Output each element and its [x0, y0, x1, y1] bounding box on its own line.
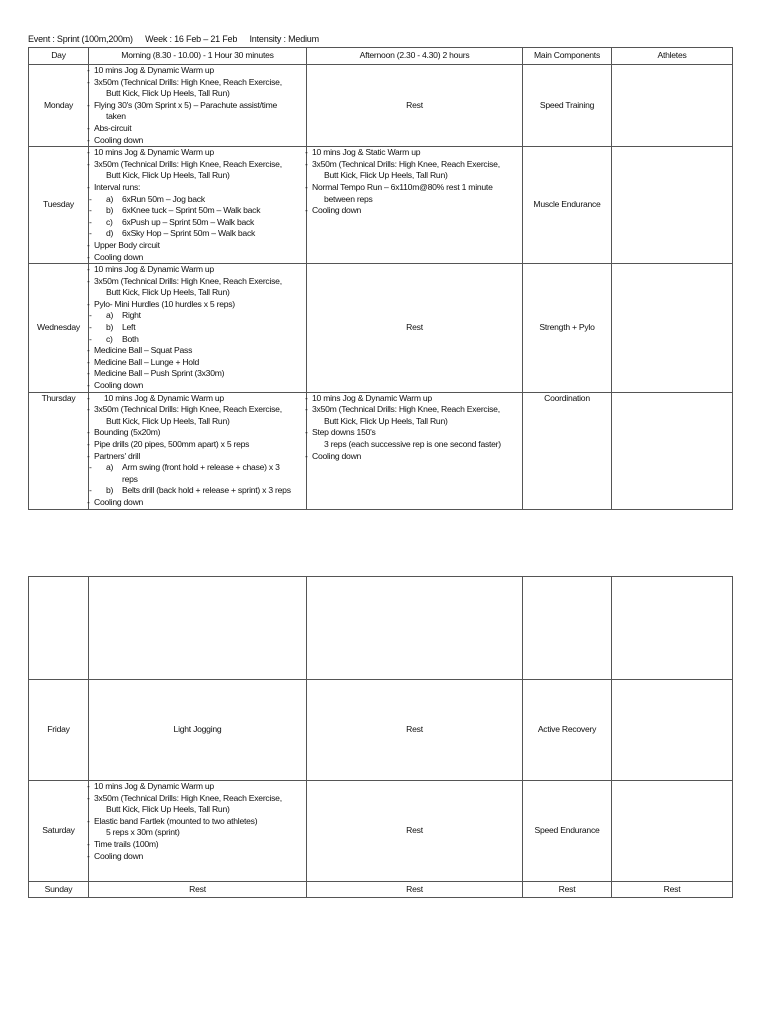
- afternoon-cell: Rest: [307, 680, 523, 781]
- table-row-thursday: [29, 392, 733, 509]
- afternoon-cell: Rest: [307, 264, 523, 393]
- day-cell: Monday: [29, 65, 89, 147]
- afternoon-cell: [307, 392, 523, 509]
- athletes-cell: [612, 781, 733, 882]
- list-item: - 10 mins Jog & Dynamic Warm up: [92, 147, 303, 159]
- day-cell: Tuesday: [29, 147, 89, 264]
- list-item: - 10 mins Jog & Dynamic Warm up: [92, 393, 303, 405]
- list-item: - Pipe drills (20 pipes, 500mm apart) x 5 reps: [92, 439, 303, 451]
- plan-header: [28, 34, 329, 44]
- col-header-main: Main Components: [523, 48, 612, 65]
- afternoon-cell: Rest: [307, 65, 523, 147]
- list-item: - 10 mins Jog & Static Warm up: [310, 147, 519, 159]
- list-item: - 3x50m (Technical Drills: High Knee, Reach Exercise, Butt Kick, Flick Up Heels, Tall Run): [310, 159, 519, 182]
- list-item: - Partners' drill - a) Arm swing (front hold + release + chase) x 3 reps - b) Belts drill (back hold + release + sprint) x 3 reps: [92, 451, 303, 497]
- morning-cell: [89, 392, 307, 509]
- morning-cell: [89, 147, 307, 264]
- athletes-cell: [612, 147, 733, 264]
- list-item: - 3x50m (Technical Drills: High Knee, Reach Exercise, Butt Kick, Flick Up Heels, Tall Run): [310, 404, 519, 427]
- afternoon-cell: Rest: [307, 781, 523, 882]
- list-item: - 10 mins Jog & Dynamic Warm up: [92, 781, 303, 793]
- list-item: - Cooling down: [310, 451, 519, 463]
- morning-cell: Light Jogging: [89, 680, 307, 781]
- list-item: - Flying 30's (30m Sprint x 5) – Parachute assist/time taken: [92, 100, 303, 123]
- col-header-morning: Morning (8.30 - 10.00) - 1 Hour 30 minutes: [89, 48, 307, 65]
- morning-cell: Rest: [89, 882, 307, 898]
- morning-cell: [89, 264, 307, 393]
- athletes-cell: [612, 392, 733, 509]
- list-item: - Cooling down: [92, 851, 303, 863]
- main-cell: Strength + Pylo: [523, 264, 612, 393]
- list-item: - Abs-circuit: [92, 123, 303, 135]
- athletes-cell: [612, 577, 733, 680]
- training-table-week: [28, 47, 733, 510]
- table-row-saturday: [29, 781, 733, 882]
- main-cell: Coordination: [523, 392, 612, 509]
- list-item: - 3x50m (Technical Drills: High Knee, Reach Exercise, Butt Kick, Flick Up Heels, Tall Run): [92, 793, 303, 816]
- list-item: - 3x50m (Technical Drills: High Knee, Reach Exercise, Butt Kick, Flick Up Heels, Tall Run): [92, 77, 303, 100]
- training-table-weekend: [28, 576, 733, 898]
- list-item: - Upper Body circuit: [92, 240, 303, 252]
- list-item: - Medicine Ball – Push Sprint (3x30m): [92, 368, 303, 380]
- list-item: - 10 mins Jog & Dynamic Warm up: [92, 264, 303, 276]
- table-row-tuesday: [29, 147, 733, 264]
- list-item: - Cooling down: [92, 252, 303, 264]
- main-cell: [523, 577, 612, 680]
- main-cell: Speed Training: [523, 65, 612, 147]
- table-row-monday: [29, 65, 733, 147]
- main-cell: Active Recovery: [523, 680, 612, 781]
- day-cell: Friday: [29, 680, 89, 781]
- day-cell: Saturday: [29, 781, 89, 882]
- list-item: - Medicine Ball – Lunge + Hold: [92, 357, 303, 369]
- morning-cell: [89, 781, 307, 882]
- col-header-athletes: Athletes: [612, 48, 733, 65]
- list-item: - 10 mins Jog & Dynamic Warm up: [92, 65, 303, 77]
- col-header-day: Day: [29, 48, 89, 65]
- afternoon-cell: [307, 147, 523, 264]
- list-item: - 10 mins Jog & Dynamic Warm up: [310, 393, 519, 405]
- list-item: - Cooling down: [92, 135, 303, 147]
- list-item: - Cooling down: [92, 497, 303, 509]
- list-item: - Pylo- Mini Hurdles (10 hurdles x 5 reps) - a) Right - b) Left - c) Both: [92, 299, 303, 345]
- day-cell: Thursday: [29, 392, 89, 509]
- athletes-cell: [612, 264, 733, 393]
- day-cell: Sunday: [29, 882, 89, 898]
- table-header-row: [29, 48, 733, 65]
- day-cell: Wednesday: [29, 264, 89, 393]
- athletes-cell: [612, 65, 733, 147]
- list-item: - Interval runs: - a) 6xRun 50m – Jog back - b) 6xKnee tuck – Sprint 50m – Walk back - c) 6xPush up – Sprint 50m – Walk back - d) 6xSky Hop – Sprint 50m – Walk back: [92, 182, 303, 240]
- main-cell: Speed Endurance: [523, 781, 612, 882]
- list-item: - 3x50m (Technical Drills: High Knee, Reach Exercise, Butt Kick, Flick Up Heels, Tall Run): [92, 404, 303, 427]
- day-cell: [29, 577, 89, 680]
- morning-cell: [89, 577, 307, 680]
- athletes-cell: Rest: [612, 882, 733, 898]
- morning-cell: [89, 65, 307, 147]
- table-row-wednesday: [29, 264, 733, 393]
- list-item: - Cooling down: [92, 380, 303, 392]
- athletes-cell: [612, 680, 733, 781]
- list-item: - Step downs 150's 3 reps (each successive rep is one second faster): [310, 427, 519, 450]
- main-cell: Rest: [523, 882, 612, 898]
- table-row-blank: [29, 577, 733, 680]
- list-item: - 3x50m (Technical Drills: High Knee, Reach Exercise, Butt Kick, Flick Up Heels, Tall Run): [92, 276, 303, 299]
- intensity-label: Intensity : Medium: [249, 34, 319, 44]
- main-cell: Muscle Endurance: [523, 147, 612, 264]
- list-item: - Cooling down: [310, 205, 519, 217]
- week-label: Week : 16 Feb – 21 Feb: [145, 34, 238, 44]
- list-item: - Elastic band Fartlek (mounted to two athletes) 5 reps x 30m (sprint): [92, 816, 303, 839]
- afternoon-cell: Rest: [307, 882, 523, 898]
- list-item: - Medicine Ball – Squat Pass: [92, 345, 303, 357]
- afternoon-cell: [307, 577, 523, 680]
- list-item: - Time trails (100m): [92, 839, 303, 851]
- list-item: - Bounding (5x20m): [92, 427, 303, 439]
- event-label: Event : Sprint (100m,200m): [28, 34, 133, 44]
- table-row-sunday: [29, 882, 733, 898]
- list-item: - 3x50m (Technical Drills: High Knee, Reach Exercise, Butt Kick, Flick Up Heels, Tall Run): [92, 159, 303, 182]
- list-item: - Normal Tempo Run – 6x110m@80% rest 1 minute between reps: [310, 182, 519, 205]
- table-row-friday: [29, 680, 733, 781]
- col-header-afternoon: Afternoon (2.30 - 4.30) 2 hours: [307, 48, 523, 65]
